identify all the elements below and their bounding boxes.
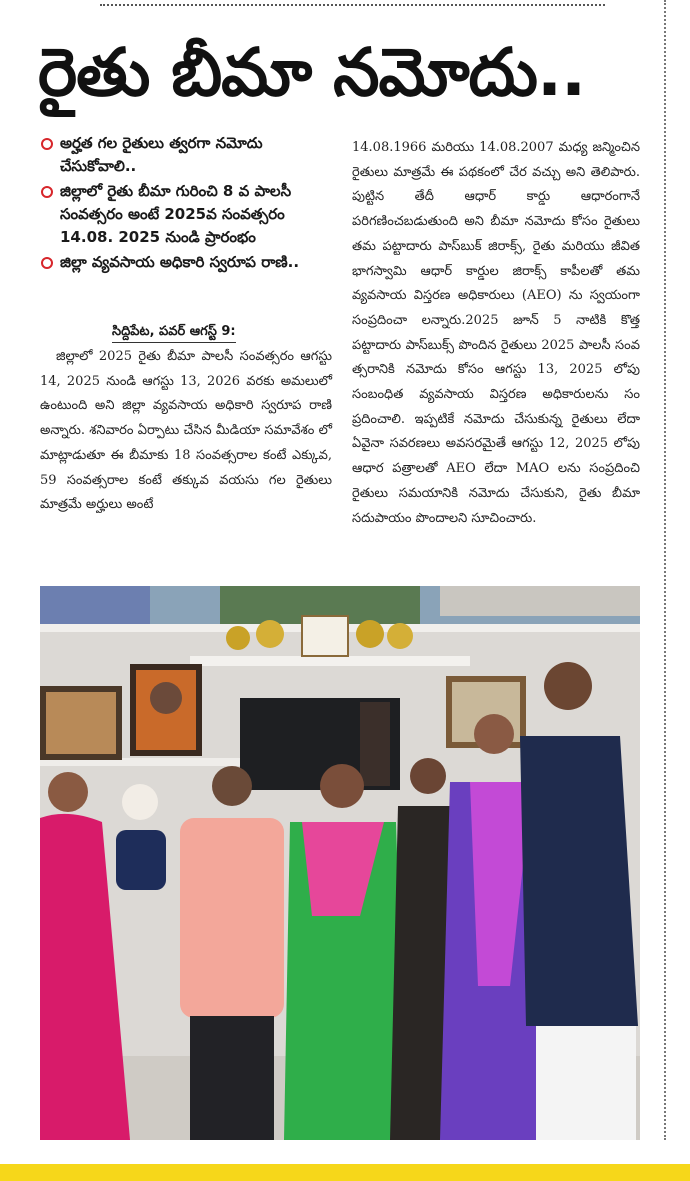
headline: రైతు బీమా నమోదు..: [38, 34, 586, 111]
dateline: సిద్దిపేట, పవర్ ఆగస్ట్ 9:: [112, 323, 236, 343]
bullet-circle-icon: [41, 186, 53, 198]
highlight-text: అర్హత గల రైతులు త్వరగా నమోదు చేసుకోవాలి..: [60, 134, 263, 175]
highlight-item: [40, 132, 330, 178]
highlight-item: [40, 251, 330, 274]
column-divider: [664, 0, 666, 1140]
bullet-circle-icon: [41, 138, 53, 150]
bullet-circle-icon: [41, 257, 53, 269]
highlight-text: జిల్లాలో రైతు బీమా గురించి 8 వ పాలసీ సంవత్సరం అంటే 2025వ సంవత్సరం 14.08. 2025 నుండి ప్రారంభం: [60, 182, 292, 246]
adjacent-column-edge: [684, 0, 690, 1140]
group-photo-illustration: [40, 586, 640, 1140]
top-dotted-rule: [100, 4, 605, 6]
footer-band: [0, 1164, 690, 1181]
body-column-left: జిల్లాలో 2025 రైతు బీమా పాలసీ సంవత్సరం ఆగస్టు 14, 2025 నుండి ఆగస్టు 13, 2026 వరకు అమలులో ఉంటుంది అని జిల్లా వ్యవసాయ అధికారి స్వరూప రాణి అన్నారు. శనివారం ఏర్పాటు చేసిన మీడియా సమావేశం లో మాట్లాడుతూ ఈ బీమాకు 18 సంవత్సరాల కంటే ఎక్కువ, 59 సంవత్సరాల కంటే తక్కువ వయసు గల రైతులు మాత్రమే అర్హులు అంటే: [40, 349, 332, 513]
body-column-right: 14.08.1966 మరియు 14.08.2007 మధ్య జన్మించిన రైతులు మాత్రమే ఈ పథకంలో చేర వచ్చు అని తెలిపారు. పుట్టిన తేదీ ఆధార్ కార్డు ఆధారంగానే పరిగణించబడుతుంది అని బీమా నమోదు కోసం రైతులు తమ పట్టాదారు పాస్‌బుక్ జిరాక్స్, రైతు మరియు జీవిత భాగస్వామి ఆధార్ కార్డుల జిరాక్స్ కాపీలతో తమ వ్యవసాయ విస్తరణ అధికారులు (AEO) ను స్వయంగా సంప్రదించా లన్నారు.2025 జూన్ 5 నాటికి కొత్త పట్టాదారు పాస్‌బుక్స్ పొందిన రైతులు 2025 పాలసీ సంవ త్సరానికి నమోదు కోసం ఆగస్టు 13, 2025 లోపు సంబంధిత వ్యవసాయ విస్తరణ అధికారులను సం ప్రదించాలి. ఇప్పటికే నమోదు చేసుకున్న రైతులు లేదా ఏవైనా సవరణలు అవసరమైతే ఆగస్టు 12, 2025 లోపు ఆధార పత్రాలతో AEO లేదా MAO లను సంప్రదించి రైతులు సమయానికి నమోదు చేసుకుని, రైతు బీమా సదుపాయం పొందాలని సూచించారు.: [352, 140, 640, 526]
highlights-list: [40, 132, 330, 276]
highlight-text: జిల్లా వ్యవసాయ అధికారి స్వరూప రాణి..: [60, 253, 300, 271]
highlight-item: [40, 180, 330, 249]
group-photo: [40, 586, 640, 1140]
